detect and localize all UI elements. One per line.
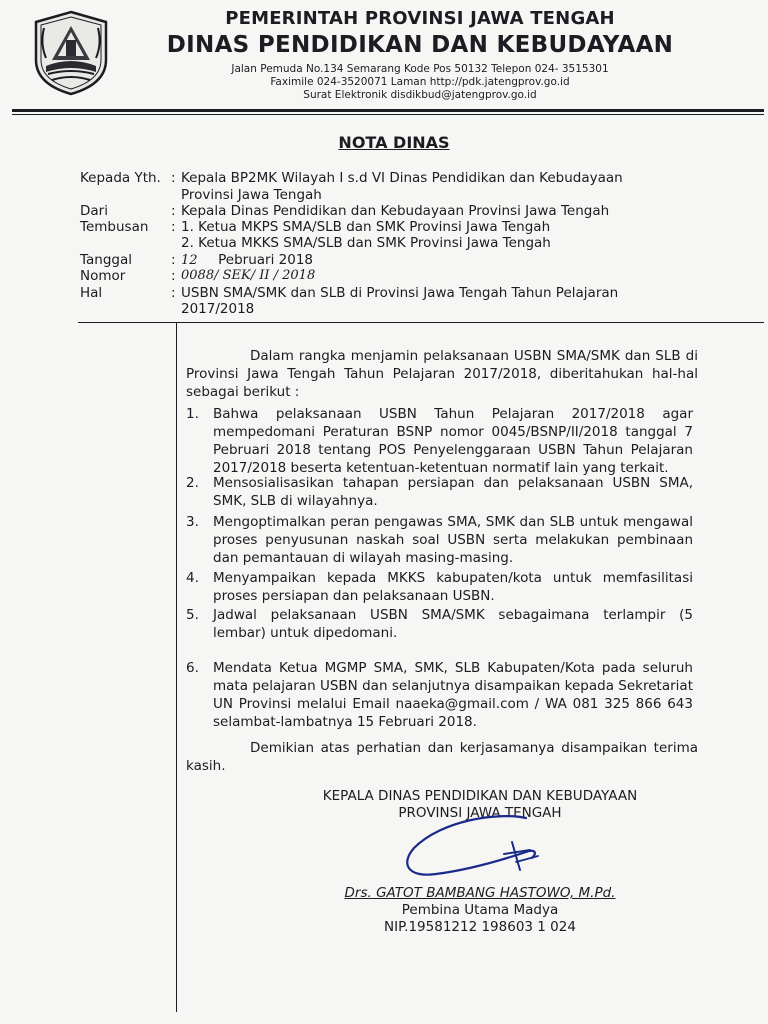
letterhead-address: Jalan Pemuda No.134 Semarang Kode Pos 50132 Telepon 024- 3515301 (231, 63, 609, 75)
field-label-tembusan: Tembusan (80, 219, 149, 235)
list-item-number: 5. (186, 607, 199, 623)
field-value-kepada: Kepala BP2MK Wilayah I s.d VI Dinas Pendidikan dan Kebudayaan (181, 170, 623, 186)
field-label-kepada: Kepada Yth. (80, 170, 161, 186)
field-colon: : (171, 219, 176, 235)
list-item-number: 4. (186, 570, 199, 586)
signatory-rank: Pembina Utama Madya (401, 902, 559, 918)
field-value-dari: Kepala Dinas Pendidikan dan Kebudayaan Provinsi Jawa Tengah (181, 203, 610, 219)
list-item-text: Bahwa pelaksanaan USBN Tahun Pelajaran 2017/2018 agar mempedomani Peraturan BSNP nomor 0045/BSNP/II/2018 tanggal 7 Pebruari 2018 tentang POS Penyelenggaraan USBN Tahun Pelajaran 2017/2018 beserta ketentuan-ketentuan normatif lain yang terkait. (213, 406, 693, 476)
list-item-text: Jadwal pelaksanaan USBN SMA/SMK sebagaimana terlampir (5 lembar) untuk dipedomani. (213, 607, 693, 641)
field-value-hal: USBN SMA/SMK dan SLB di Provinsi Jawa Tengah Tahun Pelajaran (181, 285, 619, 301)
closing-paragraph: Demikian atas perhatian dan kerjasamanya disampaikan terima kasih. (186, 740, 698, 774)
tanggal-month-year: Pebruari 2018 (218, 252, 314, 268)
field-label-tanggal: Tanggal (80, 252, 133, 268)
field-value-hal-2: 2017/2018 (181, 301, 255, 317)
header-divider (78, 322, 764, 323)
document-title: NOTA DINAS (338, 133, 450, 152)
handwritten-signature-icon (398, 812, 548, 884)
tanggal-day-handwritten: 12 (181, 253, 198, 268)
margin-line (176, 322, 177, 1012)
field-colon: : (171, 203, 176, 219)
provincial-emblem-icon (30, 10, 112, 96)
letterhead-rule-thick (12, 109, 764, 112)
signatory-title: KEPALA DINAS PENDIDIKAN DAN KEBUDAYAAN (322, 788, 638, 804)
intro-paragraph: Dalam rangka menjamin pelaksanaan USBN SMA/SMK dan SLB di Provinsi Jawa Tengah Tahun Pelajaran 2017/2018, diberitahukan hal-hal sebagai berikut : (186, 348, 698, 400)
letterhead-government: PEMERINTAH PROVINSI JAWA TENGAH (225, 8, 615, 29)
field-label-hal: Hal (80, 285, 103, 301)
list-item-text: Mensosialisasikan tahapan persiapan dan pelaksanaan USBN SMA, SMK, SLB di wilayahnya. (213, 475, 693, 509)
signatory-nip: NIP.19581212 198603 1 024 (384, 919, 576, 935)
field-colon: : (171, 268, 176, 284)
field-label-dari: Dari (80, 203, 108, 219)
field-value-tanggal (181, 252, 313, 268)
field-value-tembusan-2: 2. Ketua MKKS SMA/SLB dan SMK Provinsi Jawa Tengah (181, 235, 551, 251)
field-colon: : (171, 285, 176, 301)
field-label-nomor: Nomor (80, 268, 126, 284)
list-item-number: 1. (186, 406, 199, 422)
signatory-region: PROVINSI JAWA TENGAH (398, 805, 562, 821)
field-value-nomor-handwritten: 0088/ SEK/ II / 2018 (181, 268, 316, 283)
field-colon: : (171, 252, 176, 268)
field-value-tembusan-1: 1. Ketua MKPS SMA/SLB dan SMK Provinsi Jawa Tengah (181, 219, 551, 235)
list-item-text: Mengoptimalkan peran pengawas SMA, SMK dan SLB untuk mengawal proses penyusunan naskah soal USBN serta melakukan pembinaan dan pemantauan di wilayah masing-masing. (213, 514, 693, 566)
signatory-name: Drs. GATOT BAMBANG HASTOWO, M.Pd. (344, 885, 616, 901)
field-value-kepada-2: Provinsi Jawa Tengah (181, 187, 322, 203)
letterhead-email: Surat Elektronik disdikbud@jatengprov.go.id (303, 89, 537, 101)
list-item-number: 2. (186, 475, 199, 491)
list-item-text: Menyampaikan kepada MKKS kabupaten/kota untuk memfasilitasi proses persiapan dan pelaksanaan USBN. (213, 570, 693, 604)
field-colon: : (171, 170, 176, 186)
letterhead-fax-website: Faximile 024-3520071 Laman http://pdk.jatengprov.go.id (270, 76, 570, 88)
letterhead-rule-thin (12, 114, 764, 115)
list-item-text: Mendata Ketua MGMP SMA, SMK, SLB Kabupaten/Kota pada seluruh mata pelajaran USBN dan selanjutnya disampaikan kepada Sekretariat UN Provinsi melalui Email naaeka@gmail.com / WA 081 325 866 643 selambat-lambatnya 15 Februari 2018. (213, 660, 693, 730)
letterhead-agency: DINAS PENDIDIKAN DAN KEBUDAYAAN (166, 32, 674, 58)
list-item-number: 3. (186, 514, 199, 530)
list-item-number: 6. (186, 660, 199, 676)
